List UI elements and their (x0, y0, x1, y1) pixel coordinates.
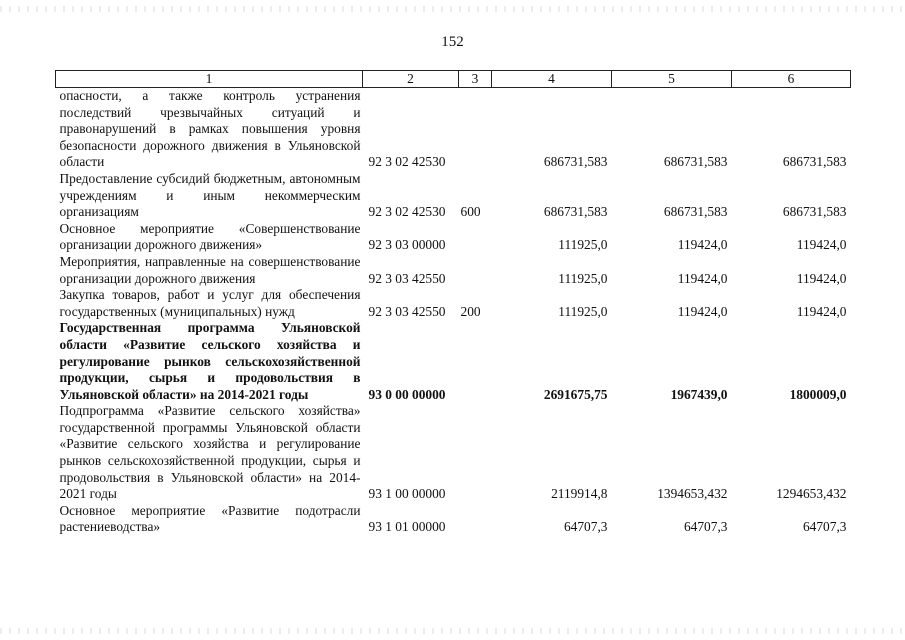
row-code-cell: 93 0 00 00000 (368, 386, 446, 402)
table-row (56, 221, 851, 254)
row-vr-cell (459, 88, 492, 171)
row-amount-col5: 1967439,0 (670, 386, 728, 402)
row-amount-col6: 64707,3 (802, 519, 847, 535)
header-col-5: 5 (612, 71, 732, 88)
row-vr-cell (459, 403, 492, 503)
table-row (56, 503, 851, 536)
row-code-cell: 92 3 03 42550 (368, 270, 446, 286)
row-code-cell: 92 3 02 42530 (368, 154, 446, 170)
header-col-2: 2 (363, 71, 459, 88)
row-amount-col6: 686731,583 (782, 204, 847, 220)
row-amount-col5: 64707,3 (683, 519, 728, 535)
row-name-cell: Основное мероприятие «Совершенствование организации дорожного движения» (59, 220, 361, 253)
table-row (56, 403, 851, 503)
row-amount-col6: 1294653,432 (776, 486, 847, 502)
row-amount-col4: 686731,583 (543, 154, 608, 170)
row-name-cell: Основное мероприятие «Развитие подотрасли растениеводства» (59, 502, 361, 535)
row-amount-col4: 2119914,8 (551, 486, 608, 502)
row-amount-col6: 119424,0 (796, 270, 847, 286)
row-amount-col4: 2691675,75 (543, 386, 608, 402)
header-col-3: 3 (459, 71, 492, 88)
row-vr-cell (459, 503, 492, 536)
row-amount-col5: 686731,583 (663, 204, 728, 220)
row-amount-col6: 119424,0 (796, 303, 847, 319)
row-vr-cell: 600 (460, 204, 481, 220)
row-vr-cell: 200 (460, 303, 481, 319)
budget-table (55, 70, 851, 536)
row-amount-col4: 111925,0 (558, 270, 608, 286)
table-header-row (56, 71, 851, 88)
table-row (56, 88, 851, 171)
row-name-cell: Мероприятия, направленные на совершенствование организации дорожного движения (59, 253, 361, 286)
row-name-cell: Государственная программа Ульяновской области «Развитие сельского хозяйства и регулирование рынков сельскохозяйственной продукции, сырья и продовольствия в Ульяновской области» на 2014-2021 годы (59, 320, 361, 402)
row-amount-col4: 111925,0 (558, 237, 608, 253)
header-col-1: 1 (56, 71, 363, 88)
table-body (56, 88, 851, 537)
row-code-cell: 93 1 01 00000 (368, 519, 446, 535)
row-name-cell: Предоставление субсидий бюджетным, автономным учреждениям и иным некоммерческим организациям (59, 170, 361, 220)
row-amount-col5: 119424,0 (677, 237, 728, 253)
table-row (56, 254, 851, 287)
scan-noise-bottom (0, 628, 905, 634)
row-name-cell: Подпрограмма «Развитие сельского хозяйства» государственной программы Ульяновской области «Развитие сельского хозяйства и регулирование рынков сельскохозяйственной продукции, сырья и продовольствия в Ульяновской области» на 2014-2021 годы (59, 403, 361, 502)
row-amount-col6: 119424,0 (796, 237, 847, 253)
row-vr-cell (459, 221, 492, 254)
row-code-cell: 93 1 00 00000 (368, 486, 446, 502)
scan-noise-top (0, 6, 905, 12)
row-code-cell: 92 3 02 42530 (368, 204, 446, 220)
row-amount-col4: 686731,583 (543, 204, 608, 220)
row-code-cell: 92 3 03 00000 (368, 237, 446, 253)
row-amount-col5: 119424,0 (677, 270, 728, 286)
table-row (56, 320, 851, 403)
header-col-6: 6 (732, 71, 851, 88)
row-name-cell: Закупка товаров, работ и услуг для обеспечения государственных (муниципальных) нужд (59, 287, 361, 319)
row-amount-col5: 1394653,432 (657, 486, 728, 502)
table-row (56, 171, 851, 221)
row-amount-col6: 1800009,0 (789, 386, 847, 402)
row-amount-col4: 64707,3 (563, 519, 608, 535)
row-amount-col5: 686731,583 (663, 154, 728, 170)
row-vr-cell (459, 254, 492, 287)
row-name-cell: опасности, а также контроль устранения последствий чрезвычайных ситуаций и правонарушений в рамках повышения уровня безопасности дорожного движения в Ульяновской области (59, 88, 361, 170)
table-row (56, 287, 851, 320)
row-amount-col6: 686731,583 (782, 154, 847, 170)
row-vr-cell (459, 320, 492, 403)
row-amount-col5: 119424,0 (677, 303, 728, 319)
row-amount-col4: 111925,0 (558, 303, 608, 319)
header-col-4: 4 (492, 71, 612, 88)
row-code-cell: 92 3 03 42550 (368, 303, 446, 319)
page-number: 152 (441, 34, 464, 50)
